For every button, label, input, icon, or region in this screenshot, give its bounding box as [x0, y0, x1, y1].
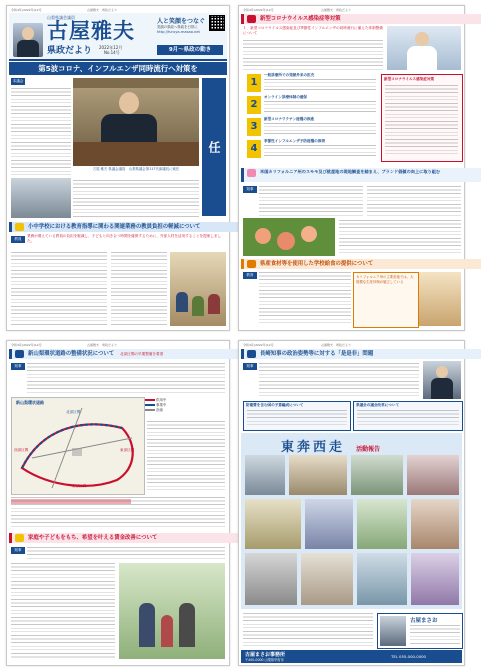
p2-section-2-title: 米国カリフォルニア州のスモモ及び桃産地の現地調査を踏まえ、ブランド価値の向上に取り組む [260, 169, 441, 174]
box-1-title: 防衛費を含む国の予算編成について [246, 403, 304, 407]
activity-photo [245, 455, 285, 495]
p2-lead-1: １．新型コロナウイルス感染症及び季節性インフルエンザの同時流行に備えた体制整備について [243, 26, 383, 35]
p3-section-1 [9, 349, 246, 359]
masthead [9, 13, 227, 61]
office-address: 〒400-0000 山梨県甲府市 [245, 658, 284, 662]
p3-kome-1: 知事 [11, 363, 25, 370]
report-title: 東奔西走 [281, 440, 346, 455]
item-number: 3 [247, 118, 261, 136]
headline: 第5波コロナ、インフルエンザ同時流行へ対策を [9, 62, 227, 75]
p2-section-3-title: 県産食材等を使用した学校給食の提供について [260, 261, 374, 267]
issue-date: 2022年12月 [99, 45, 123, 50]
item-title: 季節性インフルエンザ予防接種の推奨 [264, 139, 325, 143]
ribbon: 9月～県政の動き [157, 45, 223, 55]
classroom-photo [170, 252, 226, 326]
p2-kome-3: 教育 [243, 272, 257, 279]
family-icon [15, 534, 24, 542]
p3-section-1-title: 新山梨環状道路の整備状況について [28, 351, 115, 357]
activity-photo [357, 553, 407, 605]
p2-date: 令和4年(2022年)12月 [243, 8, 274, 12]
callout-box [353, 272, 419, 328]
item-title: 新型コロナワクチン接種の推進 [264, 117, 315, 121]
office-name: 古屋まさお事務所 [245, 652, 286, 658]
item-title: 一般診療所での発熱外来の拡充 [264, 73, 315, 77]
p3-section-1-subtitle: 北部区間の早期整備を要望 [120, 352, 164, 356]
p3-section-2 [9, 533, 246, 543]
profile-box [377, 613, 463, 649]
p2-body-2 [259, 186, 363, 216]
activity-photo [245, 499, 301, 549]
list-item [247, 140, 377, 160]
p3-body-2 [147, 421, 225, 493]
slogan: 人と笑顔をつなぐ [157, 18, 206, 25]
vertical-banner-text: 任 [207, 140, 221, 154]
p4-kome-1: 知事 [243, 363, 257, 370]
p2-section-3 [241, 259, 481, 269]
activity-photo [245, 553, 297, 605]
p1-body-text-2 [73, 180, 199, 218]
map-legend [145, 397, 225, 417]
p3-kome-2: 知事 [11, 547, 25, 554]
qr-code-icon [209, 15, 225, 31]
p4-running-header: 古屋雅夫 県政だより [321, 343, 352, 347]
lunch-icon [247, 260, 256, 268]
nurse-photo [387, 26, 461, 70]
p2-running-header: 古屋雅夫 県政だより [321, 8, 352, 12]
activity-report [241, 433, 462, 609]
p3-section-2-title: 家庭や子どもをもち、希望を叶える賃金改善について [28, 535, 158, 541]
p3-body-1 [27, 363, 225, 393]
party-label: 山梨県議会議員 [47, 15, 75, 20]
masthead-name: 古屋雅夫 [47, 19, 135, 43]
p4-body-2 [243, 613, 373, 647]
map-title: 新山梨環状道路 [16, 400, 44, 405]
p1-body-text-3 [11, 252, 107, 326]
family-photo [119, 563, 225, 659]
p1-date: 令和4年(2022年)12月 [11, 8, 42, 12]
photo-caption: 古屋 雅夫 県議会議員 山梨県議会第117代副議長に就任 [92, 167, 180, 171]
website-url[interactable]: http://furuya-masao.net [157, 30, 200, 34]
slogan-sub: 笑顔の県政へ県政を日常に [157, 25, 198, 29]
activity-photo [301, 553, 353, 605]
p4-date: 令和4年(2022年)12月 [243, 343, 274, 347]
virus-icon [247, 15, 256, 23]
page-3 [6, 340, 230, 666]
masthead-subtitle: 県政だより [47, 46, 93, 56]
item-number: 2 [247, 96, 261, 114]
item-number: 4 [247, 140, 261, 158]
activity-photo [305, 499, 353, 549]
activity-photo [351, 455, 403, 495]
p2-section-1-title: 新型コロナウイルス感染症等対策 [260, 16, 341, 22]
list-item [247, 96, 377, 116]
p2-body-3 [367, 186, 461, 216]
activity-photo [411, 553, 459, 605]
p2-body-1 [243, 40, 383, 70]
office-footer [241, 650, 462, 663]
p4-section-1 [241, 349, 481, 359]
p1-kome-2: 教員 [11, 236, 25, 243]
p1-kome: 本議会 [12, 79, 24, 83]
p3-running-header: 古屋雅夫 県政だより [87, 343, 118, 347]
covid-sidebar-title: 新型コロナウイルス感染症対策 [384, 77, 435, 81]
map-label: 東部区間 [120, 448, 135, 452]
report-subtitle: 活動報告 [356, 446, 381, 453]
legend-item: 計画 [156, 408, 163, 412]
page-1 [6, 5, 230, 331]
legend-item: 事業中 [156, 403, 167, 407]
profile-photo [380, 616, 406, 646]
p4-section-1-title: 長崎知事の政治姿勢等に対する「是是非」問題 [260, 351, 374, 357]
page-2 [238, 5, 465, 331]
activity-photo [357, 499, 407, 549]
peach-photo [243, 218, 335, 256]
p1-body-text-4 [111, 252, 167, 326]
portrait-photo [13, 23, 43, 57]
item-number: 1 [247, 74, 261, 92]
pencil-icon [15, 223, 24, 231]
p1-body-text [11, 88, 71, 176]
list-item [247, 118, 377, 138]
p3-date: 令和4年(2022年)12月 [11, 343, 42, 347]
road-map [11, 397, 145, 495]
box-2-title: 県議会の議会改革について [356, 403, 400, 407]
p3-body-5 [11, 563, 115, 659]
map-label: 南部区間 [72, 484, 87, 488]
activity-photo [407, 455, 459, 495]
gavel-icon [247, 350, 256, 358]
highlight-bar [11, 499, 131, 504]
p2-section-2 [241, 168, 481, 182]
office-tel: TEL 055-000-0000 [391, 654, 426, 659]
p1-section-2-title: 小中学校における教育指導に関わる関連業務の教員負担の軽減について [28, 224, 201, 230]
profile-name: 古屋まさお [410, 618, 438, 624]
p3-body-4 [27, 547, 225, 559]
speech-photo [73, 78, 199, 166]
box-2 [353, 401, 463, 431]
legend-item: 供用中 [156, 398, 167, 402]
p1-running-header: 古屋雅夫 県政だより [87, 8, 118, 12]
report-title-row [281, 436, 381, 455]
map-label: 西部区間 [14, 448, 29, 452]
callout-text: カリフォルニア州の主要産地では、大規模な生産体制が確立している [356, 275, 414, 284]
issue-number: No.14号 [104, 50, 120, 55]
school-lunch-photo [419, 272, 461, 326]
p4-body-1 [259, 363, 419, 397]
p2-section-1 [241, 14, 481, 24]
box-1 [243, 401, 351, 431]
list-item [247, 74, 377, 94]
peach-icon [247, 169, 256, 177]
p1-section-2 [9, 222, 244, 232]
activity-photo [289, 455, 347, 495]
item-title: オンライン診療体制の確保 [264, 95, 308, 99]
road-icon [15, 350, 24, 358]
covid-sidebar [381, 74, 463, 162]
p1-lead-2: 業務が増えている教員の負担を軽減し、子どもと向き合う時間を確保するために、外部人材を活用することを提案しました。 [27, 234, 222, 243]
activity-photo [411, 499, 459, 549]
assembly-photo [11, 178, 71, 218]
governor-photo [423, 361, 461, 399]
p2-body-4 [339, 220, 461, 256]
vertical-banner [202, 78, 226, 216]
map-label: 北部区間 [66, 410, 81, 414]
page-4 [238, 340, 465, 666]
p2-kome-2: 知事 [243, 186, 257, 193]
p2-body-5 [259, 272, 351, 326]
